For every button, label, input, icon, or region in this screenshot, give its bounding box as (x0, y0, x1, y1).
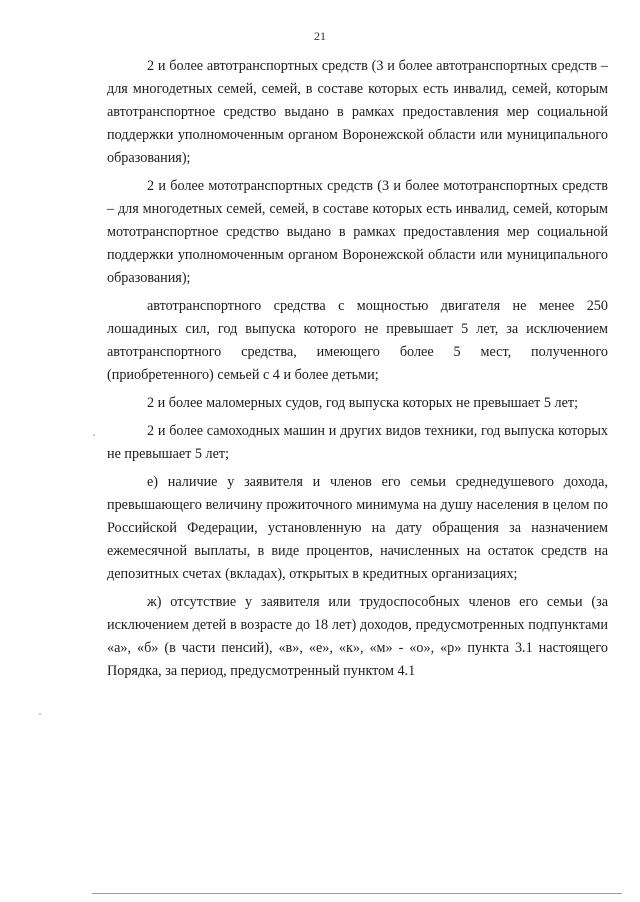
document-body (107, 55, 608, 688)
paragraph-self-propelled-machines: 2 и более самоходных машин и других видов техники, год выпуска которых не превышает 5 лет; (107, 423, 608, 462)
paragraph-item-e-deposit-income: е) наличие у заявителя и членов его семьи среднедушевого дохода, превышающего величину прожиточного минимума на душу населения в целом по Российской Федерации, установленную на дату обращения за назначением ежемесячной выплаты, в виде процентов, начисленных на остаток средств на депозитных счетах (вкладах), открытых в кредитных организациях; (107, 474, 608, 582)
page-number: 21 (314, 29, 326, 43)
paragraph-motor-vehicles: 2 и более автотранспортных средств (3 и более автотранспортных средств – для многодетных семей, семей, в составе которых есть инвалид, семей, которым автотранспортное средство выдано в рамках предоставления мер социальной поддержки уполномоченным органом Воронежской области или муниципального образования); (107, 58, 608, 166)
paragraph-motorcycles: 2 и более мототранспортных средств (3 и более мототранспортных средств – для многодетных семей, семей, в составе которых есть инвалид, семей, которым мототранспортное средство выдано в рамках предоставления мер социальной поддержки уполномоченным органом Воронежской области или муниципального образования); (107, 178, 608, 286)
scan-speck (93, 434, 95, 436)
page-bottom-rule (92, 893, 622, 894)
paragraph-high-power-vehicle: автотранспортного средства с мощностью двигателя не менее 250 лошадиных сил, год выпуска которого не превышает 5 лет, за исключением автотранспортного средства, имеющего более 5 мест, полученного (приобретенного) семьей с 4 и более детьми; (107, 298, 608, 383)
paragraph-item-zh-no-income: ж) отсутствие у заявителя или трудоспособных членов его семьи (за исключением детей в возрасте до 18 лет) доходов, предусмотренных подпунктами «а», «б» (в части пенсий), «в», «е», «к», «м» - «о», «р» пункта 3.1 настоящего Порядка, за период, предусмотренный пунктом 4.1 (107, 594, 608, 679)
paragraph-small-vessels: 2 и более маломерных судов, год выпуска которых не превышает 5 лет; (147, 395, 579, 411)
scan-speck (39, 713, 41, 715)
